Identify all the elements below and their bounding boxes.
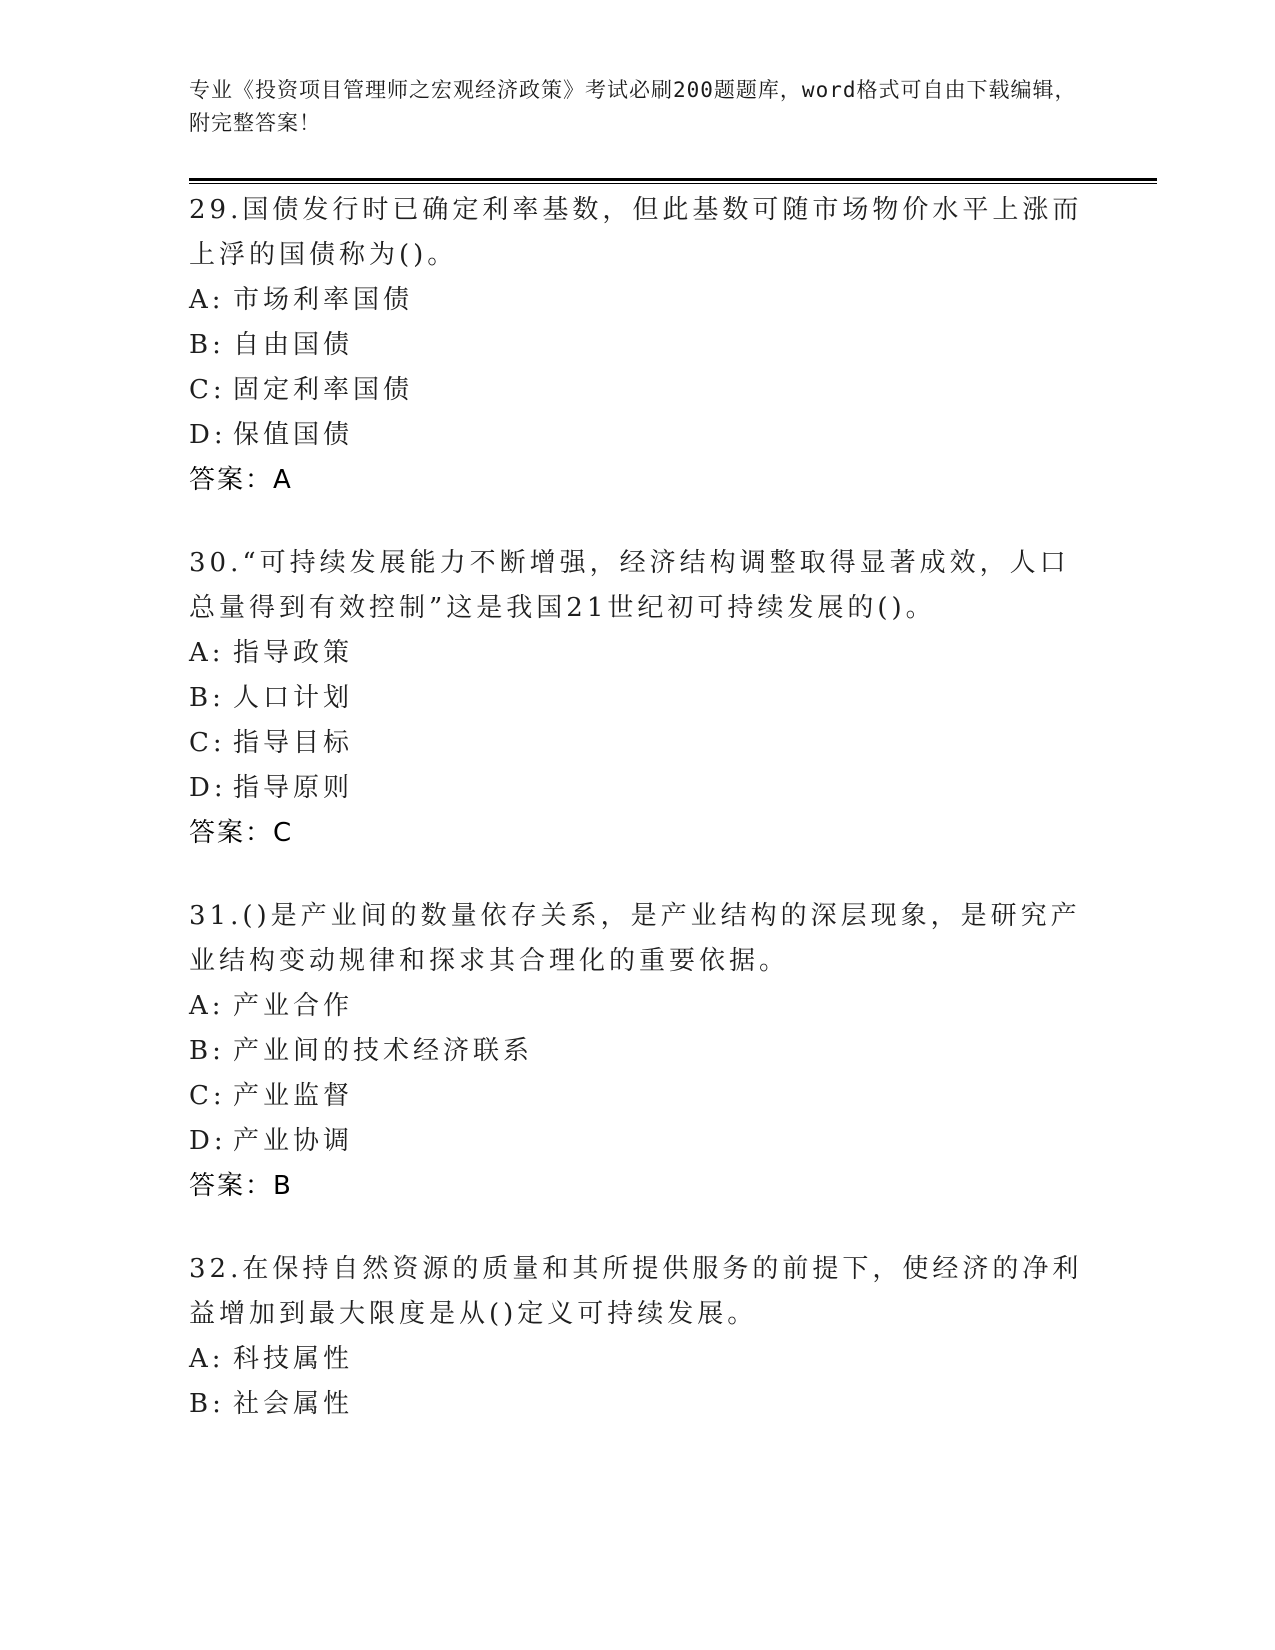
option-letter: D: — [189, 1126, 227, 1156]
answer-line: 答案：A — [189, 465, 293, 495]
answer-line: 答案：C — [189, 818, 294, 848]
option-text: 产业间的技术经济联系 — [233, 1036, 534, 1066]
option-letter: A: — [189, 638, 225, 668]
header-divider-thin — [189, 183, 1157, 184]
question-31 — [189, 894, 1089, 1209]
option-b — [189, 1382, 1089, 1427]
option-a — [189, 631, 1089, 676]
answer-line: 答案：B — [189, 1171, 293, 1201]
option-c — [189, 368, 1089, 413]
option-letter: B: — [189, 330, 225, 360]
question-30 — [189, 541, 1089, 856]
option-text: 指导政策 — [233, 638, 354, 668]
question-stem: 29.国债发行时已确定利率基数，但此基数可随市场物价水平上涨而上浮的国债称为()。 — [189, 195, 1083, 270]
option-a — [189, 278, 1089, 323]
option-text: 产业合作 — [233, 991, 354, 1021]
option-text: 产业监督 — [233, 1081, 354, 1111]
option-c — [189, 1074, 1089, 1119]
option-text: 社会属性 — [233, 1389, 354, 1419]
option-text: 固定利率国债 — [233, 375, 414, 405]
option-text: 产业协调 — [233, 1126, 354, 1156]
option-letter: D: — [189, 773, 227, 803]
option-a — [189, 1337, 1089, 1382]
option-letter: C: — [189, 375, 226, 405]
option-text: 人口计划 — [233, 683, 354, 713]
option-d — [189, 1119, 1089, 1164]
option-letter: D: — [189, 420, 227, 450]
option-letter: B: — [189, 683, 225, 713]
question-list — [189, 188, 1089, 1465]
question-stem: 32.在保持自然资源的质量和其所提供服务的前提下，使经济的净利益增加到最大限度是从()定义可持续发展。 — [189, 1254, 1083, 1329]
option-letter: A: — [189, 991, 225, 1021]
option-b — [189, 323, 1089, 368]
option-a — [189, 984, 1089, 1029]
option-letter: C: — [189, 728, 226, 758]
option-text: 保值国债 — [233, 420, 354, 450]
option-letter: A: — [189, 285, 225, 315]
question-stem: 31.()是产业间的数量依存关系，是产业结构的深层现象，是研究产业结构变动规律和探求其合理化的重要依据。 — [189, 901, 1081, 976]
option-b — [189, 1029, 1089, 1074]
document-header — [189, 74, 1089, 140]
question-32 — [189, 1247, 1089, 1427]
header-divider-thick — [189, 178, 1157, 181]
option-d — [189, 413, 1089, 458]
option-d — [189, 766, 1089, 811]
question-29 — [189, 188, 1089, 503]
option-letter: B: — [189, 1389, 225, 1419]
option-text: 指导原则 — [233, 773, 354, 803]
option-letter: A: — [189, 1344, 225, 1374]
option-text: 指导目标 — [233, 728, 354, 758]
option-letter: C: — [189, 1081, 226, 1111]
option-text: 自由国债 — [233, 330, 354, 360]
option-letter: B: — [189, 1036, 225, 1066]
header-intro-text: 专业《投资项目管理师之宏观经济政策》考试必刷200题题库，word格式可自由下载编辑，附完整答案！ — [189, 78, 1077, 135]
option-b — [189, 676, 1089, 721]
option-text: 科技属性 — [233, 1344, 354, 1374]
option-text: 市场利率国债 — [233, 285, 414, 315]
question-stem: 30.“可持续发展能力不断增强，经济结构调整取得显著成效，人口总量得到有效控制”这是我国21世纪初可持续发展的()。 — [189, 548, 1070, 623]
option-c — [189, 721, 1089, 766]
